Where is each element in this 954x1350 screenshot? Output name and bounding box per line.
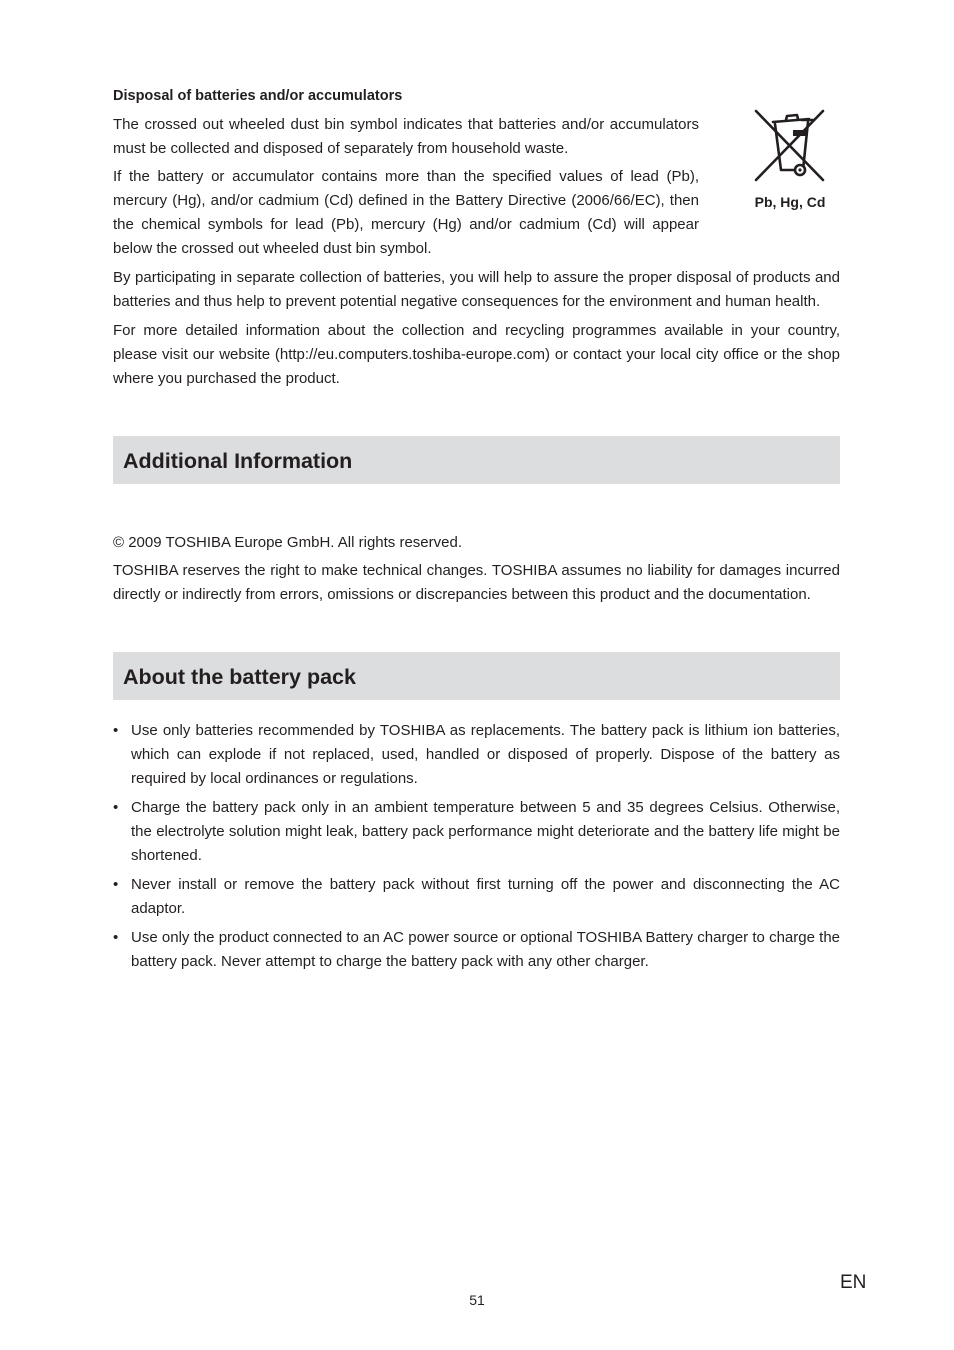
disclaimer-paragraph: TOSHIBA reserves the right to make technical changes. TOSHIBA assumes no liability for damages incurred directly or indirectly from errors, omissions or discrepancies between this product and the documentation.	[113, 562, 840, 603]
additional-information-body	[113, 531, 840, 607]
list-item-text: Never install or remove the battery pack without first turning off the power and disconnecting the AC adaptor.	[131, 876, 840, 917]
section-header-additional-information	[113, 436, 840, 484]
weee-symbol-figure	[740, 106, 840, 210]
copyright-notice: © 2009 TOSHIBA Europe GmbH. All rights reserved.	[113, 534, 462, 551]
bullet-dot: •	[113, 876, 119, 893]
disposal-paragraph-1: The crossed out wheeled dust bin symbol indicates that batteries and/or accumulators must be collected and disposed of separately from household waste.	[113, 116, 699, 157]
battery-safety-list	[113, 719, 840, 974]
disposal-continued	[113, 266, 840, 391]
section-title: About the battery pack	[123, 665, 356, 689]
list-item	[113, 719, 840, 791]
page-number: 51	[469, 1292, 485, 1308]
bullet-dot: •	[113, 929, 119, 946]
disposal-heading: Disposal of batteries and/or accumulators	[113, 88, 403, 104]
list-item-text: Use only the product connected to an AC power source or optional TOSHIBA Battery charger to charge the battery pack. Never attempt to charge the battery pack with any other charger.	[131, 929, 840, 970]
list-item	[113, 873, 840, 921]
disposal-text	[113, 113, 699, 261]
disposal-paragraph-4: For more detailed information about the collection and recycling programmes available in your country, please visit our website (http://eu.computers.toshiba-europe.com) or contact your local city office or the shop where you purchased the product.	[113, 322, 840, 387]
section-header-battery-pack	[113, 652, 840, 700]
list-item	[113, 796, 840, 868]
list-item	[113, 926, 840, 974]
heavy-metals-caption: Pb, Hg, Cd	[754, 194, 826, 210]
section-title: Additional Information	[123, 449, 353, 473]
bullet-dot: •	[113, 722, 119, 739]
list-item-text: Use only batteries recommended by TOSHIBA as replacements. The battery pack is lithium ion batteries, which can explode if not replaced, used, handled or disposed of properly. Dispose of the battery as required by local ordinances or regulations.	[131, 722, 840, 787]
list-item-text: Charge the battery pack only in an ambient temperature between 5 and 35 degrees Celsius. Otherwise, the electrolyte solution might leak, battery pack performance might deteriorate and the battery life might be shortened.	[131, 799, 840, 864]
bullet-dot: •	[113, 799, 119, 816]
disposal-paragraph-3: By participating in separate collection of batteries, you will help to assure the proper disposal of products and batteries and thus help to prevent potential negative consequences for the environment and human health.	[113, 269, 840, 310]
disposal-paragraph-2: If the battery or accumulator contains more than the specified values of lead (Pb), mercury (Hg), and/or cadmium (Cd) defined in the Battery Directive (2006/66/EC), then the chemical symbols for lead (Pb), mercury (Hg) and/or cadmium (Cd) will appear below the crossed out wheeled dust bin symbol.	[113, 168, 699, 257]
crossed-out-wheeled-bin-icon	[740, 106, 840, 184]
language-tag: EN	[840, 1272, 867, 1293]
